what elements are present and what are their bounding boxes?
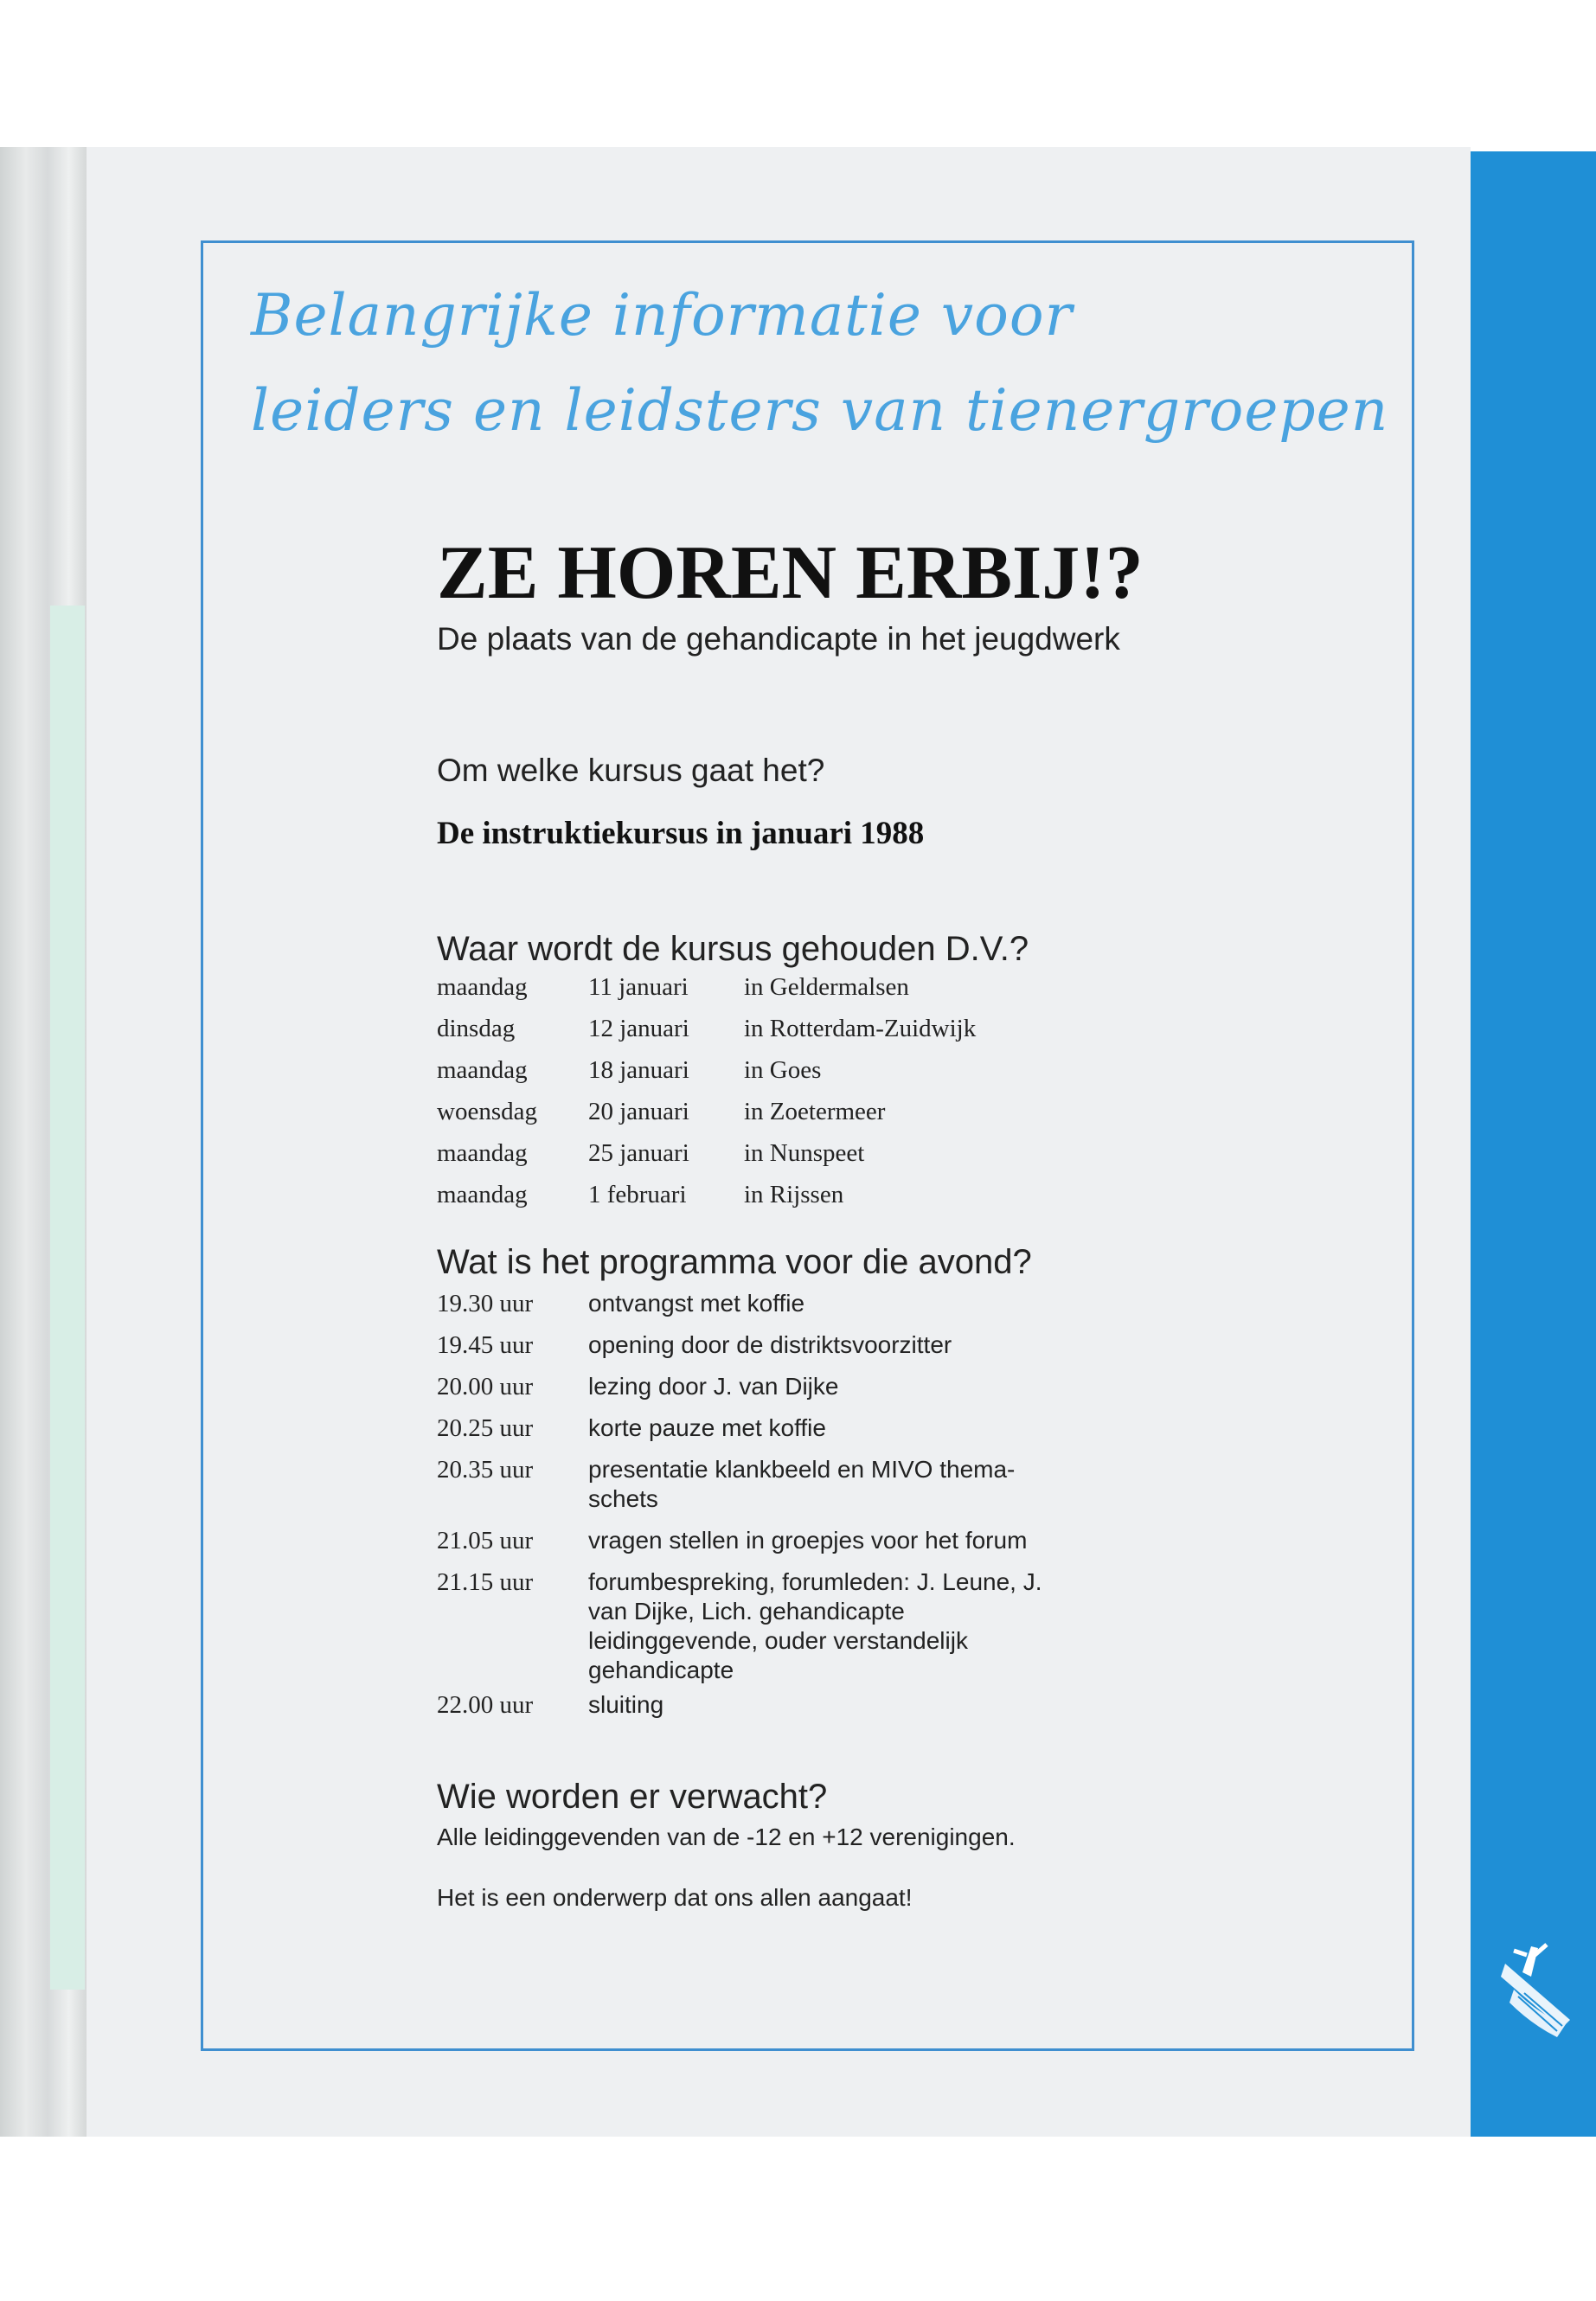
program-item: forumbespreking, forumleden: J. Leune, J. van Dijke, Lich. gehandicapte leidinggevende, ouder verstandelijk gehandicapte — [588, 1568, 1042, 1683]
program-row — [437, 1413, 1073, 1443]
schedule-place: in Goes — [744, 1056, 822, 1084]
program-time: 19.30 uur — [437, 1290, 534, 1317]
program-time: 19.45 uur — [437, 1331, 534, 1359]
schedule-date: 11 januari — [588, 973, 689, 1001]
program-time: 20.35 uur — [437, 1456, 534, 1484]
program-list — [437, 1289, 1073, 1720]
title-line-2: leiders en leidsters van tienergroepen — [251, 377, 1389, 444]
program-item: ontvangst met koffie — [588, 1290, 805, 1317]
program-time: 22.00 uur — [437, 1691, 534, 1719]
program-time: 20.00 uur — [437, 1373, 534, 1400]
page-edge-tab — [50, 606, 85, 1990]
schedule-place: in Geldermalsen — [744, 973, 909, 1001]
program-item: presentatie klankbeeld en MIVO thema-schets — [588, 1456, 1016, 1512]
schedule-date: 12 januari — [588, 1015, 689, 1042]
schedule-date: 18 januari — [588, 1056, 689, 1084]
closing-statement: Het is een onderwerp dat ons allen aangaat! — [437, 1884, 913, 1911]
blue-sidebar — [1471, 151, 1596, 2137]
program-time: 21.05 uur — [437, 1527, 534, 1554]
schedule-day: maandag — [437, 973, 528, 1001]
locations-question: Waar wordt de kursus gehouden D.V.? — [437, 930, 1029, 968]
program-item: korte pauze met koffie — [588, 1414, 826, 1441]
program-time: 20.25 uur — [437, 1414, 534, 1442]
program-row — [437, 1372, 1073, 1401]
schedule-place: in Zoetermeer — [744, 1098, 886, 1125]
program-row — [437, 1526, 1073, 1555]
program-time: 21.15 uur — [437, 1568, 534, 1596]
program-item: lezing door J. van Dijke — [588, 1373, 839, 1400]
schedule-place: in Nunspeet — [744, 1139, 865, 1167]
program-row — [437, 1455, 1073, 1514]
schedule-place: in Rijssen — [744, 1181, 844, 1208]
audience-question: Wie worden er verwacht? — [437, 1778, 828, 1816]
program-row — [437, 1690, 1073, 1720]
schedule-day: dinsdag — [437, 1015, 516, 1042]
schedule-date: 20 januari — [588, 1098, 689, 1125]
program-row — [437, 1330, 1073, 1360]
title-line-1: Belangrijke informatie voor — [251, 282, 1074, 349]
schedule-day: maandag — [437, 1181, 528, 1208]
program-item: sluiting — [588, 1691, 664, 1718]
schedule-day: woensdag — [437, 1098, 537, 1125]
program-row — [437, 1289, 1073, 1318]
course-answer: De instruktiekursus in januari 1988 — [437, 816, 925, 851]
program-row — [437, 1567, 1073, 1685]
schedule-day: maandag — [437, 1139, 528, 1167]
course-question: Om welke kursus gaat het? — [437, 753, 825, 788]
page-title — [251, 268, 1410, 458]
boat-logo-icon — [1497, 1938, 1583, 2041]
headline: ZE HOREN ERBIJ!? — [437, 531, 1144, 615]
schedule-place: in Rotterdam-Zuidwijk — [744, 1015, 977, 1042]
program-question: Wat is het programma voor die avond? — [437, 1243, 1032, 1281]
schedule-date: 25 januari — [588, 1139, 689, 1167]
program-item: opening door de distriktsvoorzitter — [588, 1331, 952, 1358]
schedule-date: 1 februari — [588, 1181, 687, 1208]
audience-answer: Alle leidinggevenden van de -12 en +12 verenigingen. — [437, 1823, 1016, 1850]
schedule-day: maandag — [437, 1056, 528, 1084]
subheadline: De plaats van de gehandicapte in het jeugdwerk — [437, 621, 1120, 657]
program-item: vragen stellen in groepjes voor het forum — [588, 1527, 1028, 1554]
